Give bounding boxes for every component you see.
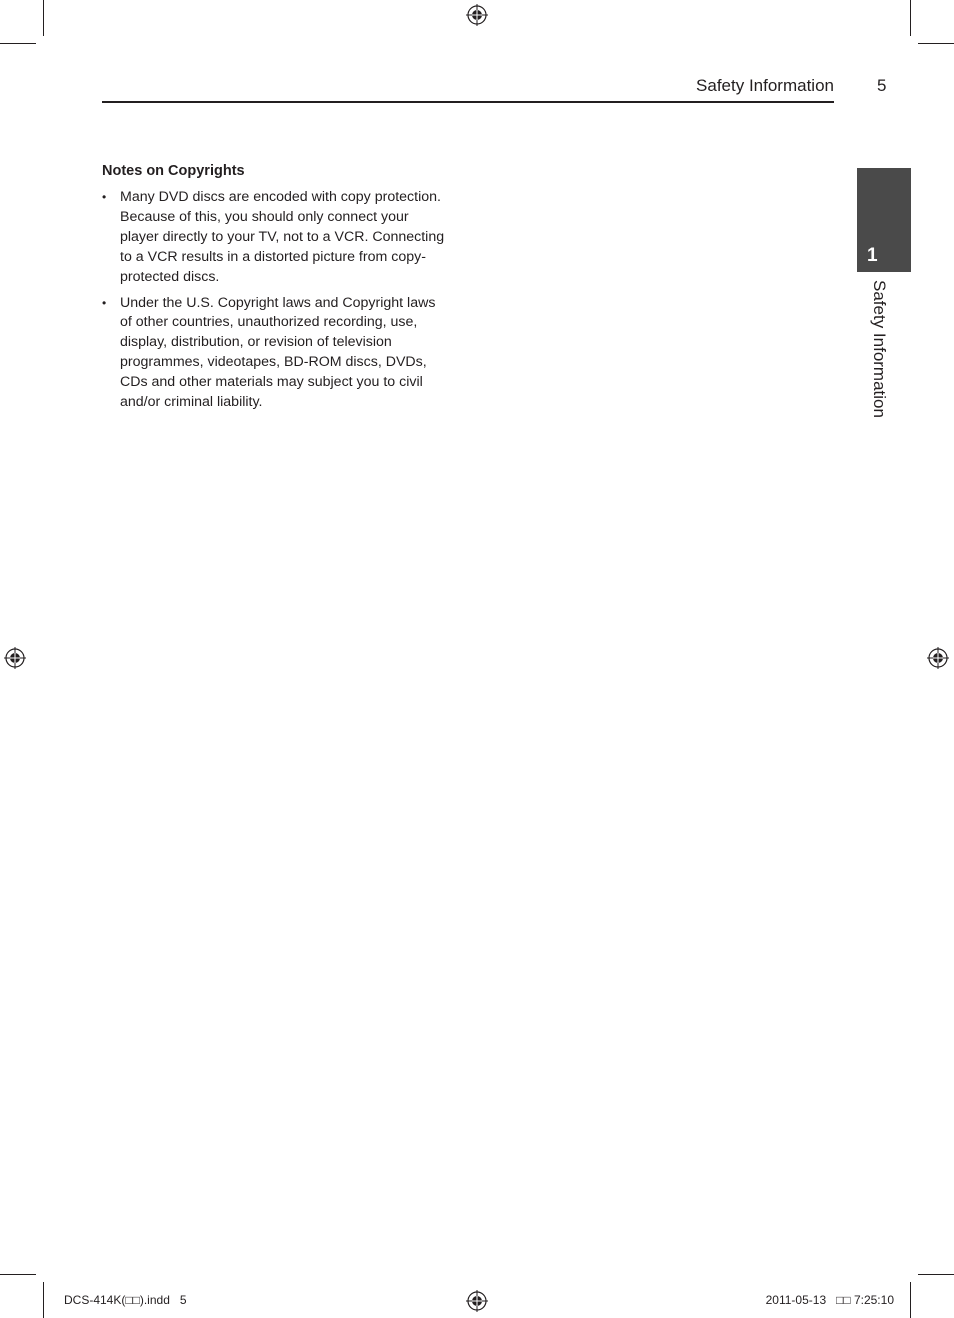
registration-mark-left-icon bbox=[4, 647, 26, 669]
chapter-tab bbox=[857, 168, 911, 272]
header-rule bbox=[102, 101, 834, 103]
chapter-tab-number: 1 bbox=[867, 245, 878, 266]
page-number: 5 bbox=[877, 76, 887, 95]
bullet-icon: • bbox=[102, 190, 107, 204]
registration-mark-top-icon bbox=[466, 4, 488, 26]
crop-mark-bottom-left-v bbox=[43, 1282, 44, 1318]
crop-mark-top-left-h bbox=[0, 43, 36, 44]
registration-mark-right-icon bbox=[927, 647, 949, 669]
crop-mark-top-right-v bbox=[910, 0, 911, 36]
crop-mark-top-right-h bbox=[918, 43, 954, 44]
footer-date-info: 2011-05-13 □□ 7:25:10 bbox=[765, 1293, 894, 1307]
registration-mark-bottom-icon bbox=[466, 1290, 488, 1312]
chapter-tab-label: Safety Information bbox=[870, 280, 889, 418]
bullet-icon: • bbox=[102, 295, 107, 310]
crop-mark-bottom-left-h bbox=[0, 1274, 36, 1275]
crop-mark-bottom-right-h bbox=[918, 1274, 954, 1275]
notes-section bbox=[102, 163, 447, 419]
running-header-title: Safety Information bbox=[696, 76, 834, 95]
footer-file-info: DCS-414K(□□).indd 5 bbox=[64, 1293, 187, 1307]
section-heading: Notes on Copyrights bbox=[102, 163, 245, 179]
crop-mark-top-left-v bbox=[43, 0, 44, 36]
list-item bbox=[102, 294, 447, 413]
notes-list bbox=[102, 188, 447, 413]
list-item-text: Many DVD discs are encoded with copy protection. Because of this, you should only connect your player directly to your TV, not to a VCR. Connecting to a VCR results in a distorted picture from copy-protected discs. bbox=[120, 189, 445, 285]
list-item bbox=[102, 188, 447, 288]
crop-mark-bottom-right-v bbox=[910, 1282, 911, 1318]
list-item-text: Under the U.S. Copyright laws and Copyright laws of other countries, unauthorized recording, use, display, distribution, or revision of television programmes, videotapes, BD-ROM discs, DVDs, CDs and other materials may subject you to civil and/or criminal liability. bbox=[120, 294, 436, 411]
